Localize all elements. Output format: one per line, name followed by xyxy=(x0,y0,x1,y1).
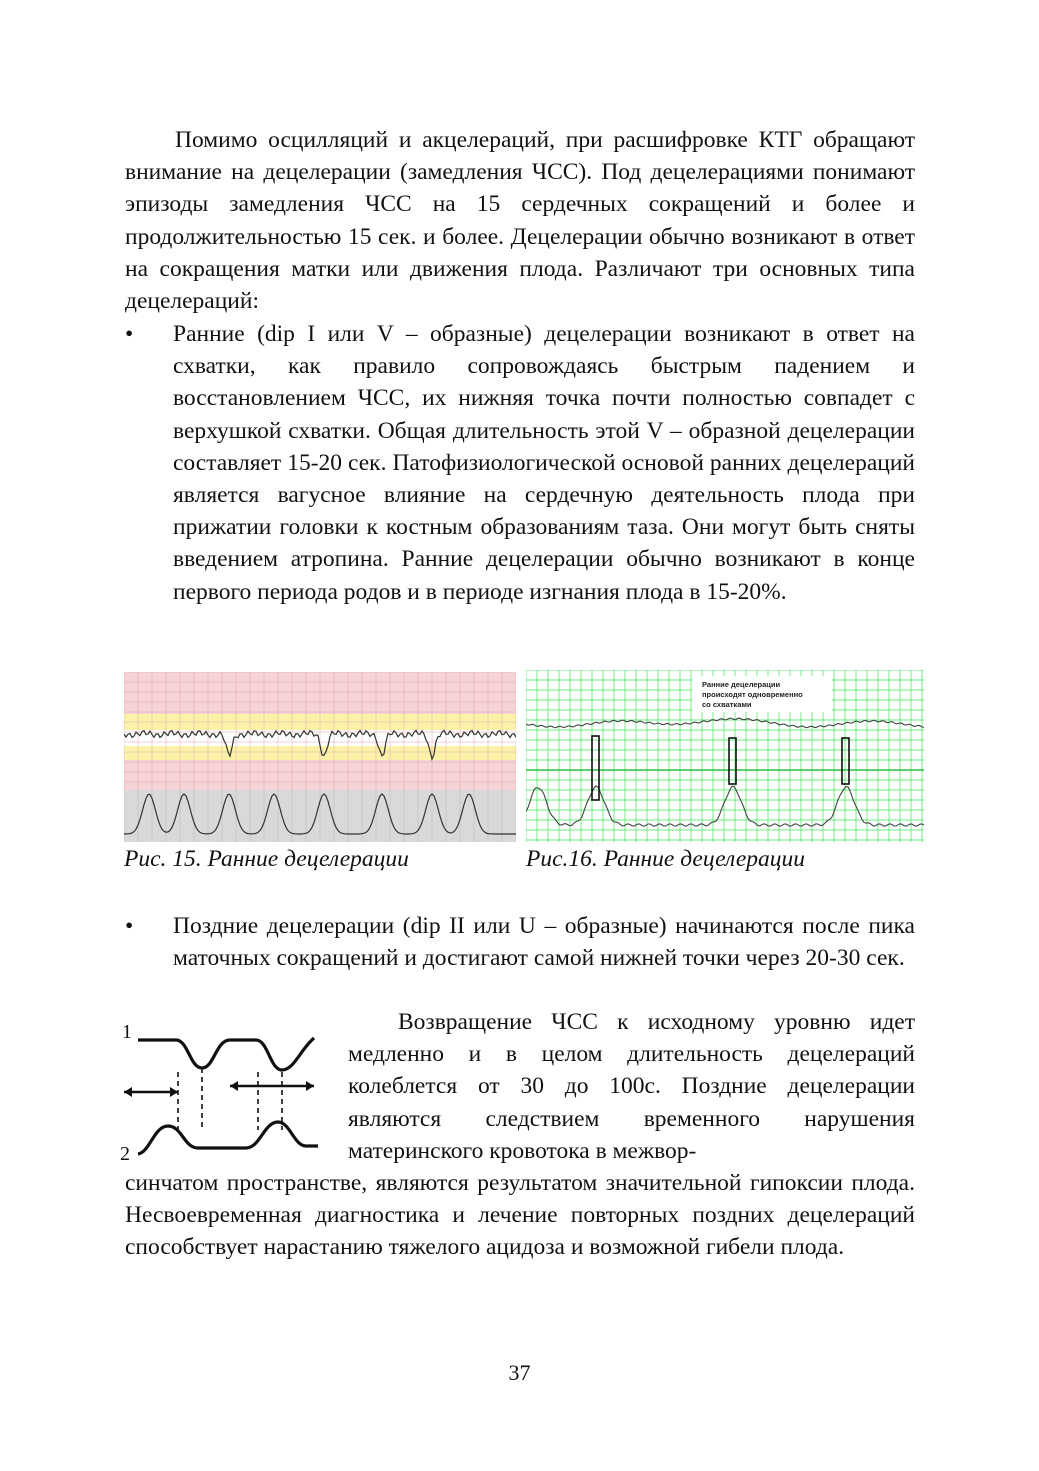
annotation-line-2: происходят одновременно xyxy=(702,690,803,699)
wrapped-text-continuation: синчатом пространстве, являются результатом значительной гипоксии плода. Несвоевременная диагностика и лечение повторных поздних децелераций способствует нарастанию тяжелого ацидоза и возможной гибели плода. xyxy=(125,1170,915,1261)
bullet-marker: • xyxy=(125,321,134,347)
bullet-early-text: Ранние (dip I или V – образные) децелерации возникают в ответ на схватки, как правило сопровождаясь быстрым падением и восстановлением ЧСС, их нижняя точка почти полностью совпадет с верхушкой схватки. Общая длительность этой V – образной децелерации составляет 15-20 сек. Патофизиологической основой ранних децелераций является вагусное влияние на сердечную деятельность плода при прижатии головки к костным образованиям таза. Они могут быть сняты введением атропина. Ранние децелерации обычно возникают в конце первого периода родов и в периоде изгнания плода в 15-20%. xyxy=(173,321,915,605)
figure-16-ctg xyxy=(526,670,924,842)
page-number: 37 xyxy=(508,1360,531,1385)
late-deceleration-schematic xyxy=(118,1012,340,1162)
wrapped-text: Возвращение ЧСС к исходному уровню идет медленно и в целом длительность децелераций колеблется от 30 до 100с. Поздние децелерации являются следствием временного нарушения материнского кровотока в межвор- xyxy=(348,1009,915,1164)
wrapped-text-block xyxy=(348,1006,915,1167)
figure-15-svg xyxy=(124,672,516,842)
bullet-late-text: Поздние децелерации (dip II или U – образные) начинаются после пика маточных сокращений и достигают самой нижней точки через 20-30 сек. xyxy=(173,913,915,972)
figure-16-caption: Рис.16. Ранние децелерации xyxy=(526,846,806,872)
bullet-early-decelerations xyxy=(125,318,915,608)
fhr-curve xyxy=(138,1038,314,1070)
contraction-curve xyxy=(138,1122,318,1154)
schematic-svg xyxy=(118,1012,340,1162)
label-curve-2: 2 xyxy=(120,1143,130,1162)
bullet-marker: • xyxy=(125,913,134,939)
figure-16-svg xyxy=(526,670,924,842)
annotation-line-1: Ранние децелерации xyxy=(702,680,781,689)
annotation-line-3: со схватками xyxy=(702,700,752,709)
label-curve-1: 1 xyxy=(122,1021,132,1043)
figure-15-caption: Рис. 15. Ранние децелерации xyxy=(124,846,409,872)
intro-paragraph: Помимо осцилляций и акцелераций, при расшифровке КТГ обращают внимание на децелерации (замедления ЧСС). Под децелерациями понимают эпизоды замедления ЧСС на 15 сердечных сокращений и более и продолжительностью 15 сек. и более. Децелерации обычно возникают в ответ на сокращения матки или движения плода. Различают три основных типа децелераций: xyxy=(125,127,915,315)
figure-15-ctg xyxy=(124,672,516,842)
bullet-late-decelerations xyxy=(125,910,915,974)
